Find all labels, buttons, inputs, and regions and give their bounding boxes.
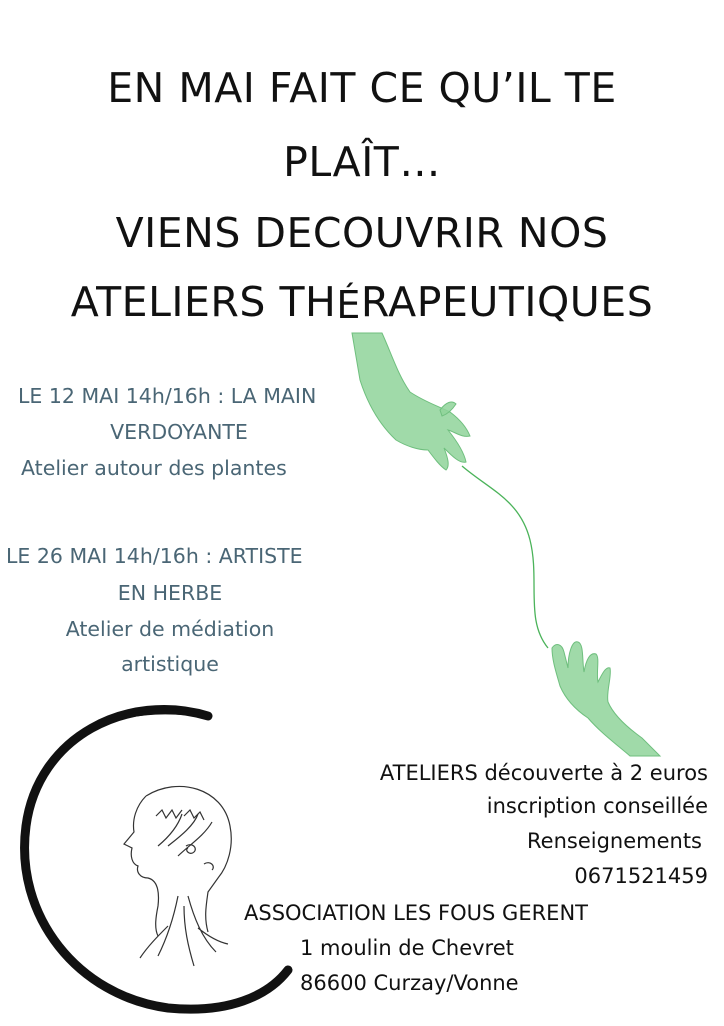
workshop-2-line-3: Atelier de médiation <box>65 617 275 641</box>
workshop-2-line-2: EN HERBE <box>117 581 223 605</box>
address-name: ASSOCIATION LES FOUS GERENT <box>244 901 588 925</box>
title-line-3: VIENS DECOUVRIR NOS <box>115 209 609 257</box>
workshop-2-line-1: LE 26 MAI 14h/16h : ARTISTE <box>6 544 303 568</box>
title-line-2: PLAÎT… <box>283 138 441 186</box>
upper-hand-icon <box>352 333 470 470</box>
workshop-1-line-3: Atelier autour des plantes <box>21 456 287 480</box>
workshop-1-line-1: LE 12 MAI 14h/16h : LA MAIN <box>18 384 317 408</box>
head-profile-icon <box>124 786 231 966</box>
lower-hand-icon <box>552 642 660 756</box>
workshop-2-line-4: artistique <box>121 652 219 676</box>
title-line-4-end: RAPEUTIQUES <box>360 278 654 326</box>
title-accent-letter: É <box>336 283 361 327</box>
enso-logo <box>8 696 338 1026</box>
address-street: 1 moulin de Chevret <box>300 936 514 960</box>
title-line-4-start: ATELIERS TH <box>70 278 337 326</box>
info-contact-label: Renseignements <box>527 829 702 853</box>
info-signup: inscription conseillée <box>486 794 708 818</box>
address-city: 86600 Curzay/Vonne <box>300 971 519 995</box>
thread-line <box>462 466 548 648</box>
info-phone: 0671521459 <box>574 864 708 888</box>
info-price: ATELIERS découverte à 2 euros <box>379 761 708 785</box>
workshop-1-line-2: VERDOYANTE <box>110 420 248 444</box>
enso-brush-stroke <box>25 710 288 1010</box>
title-line-1: EN MAI FAIT CE QU’IL TE <box>107 64 617 112</box>
